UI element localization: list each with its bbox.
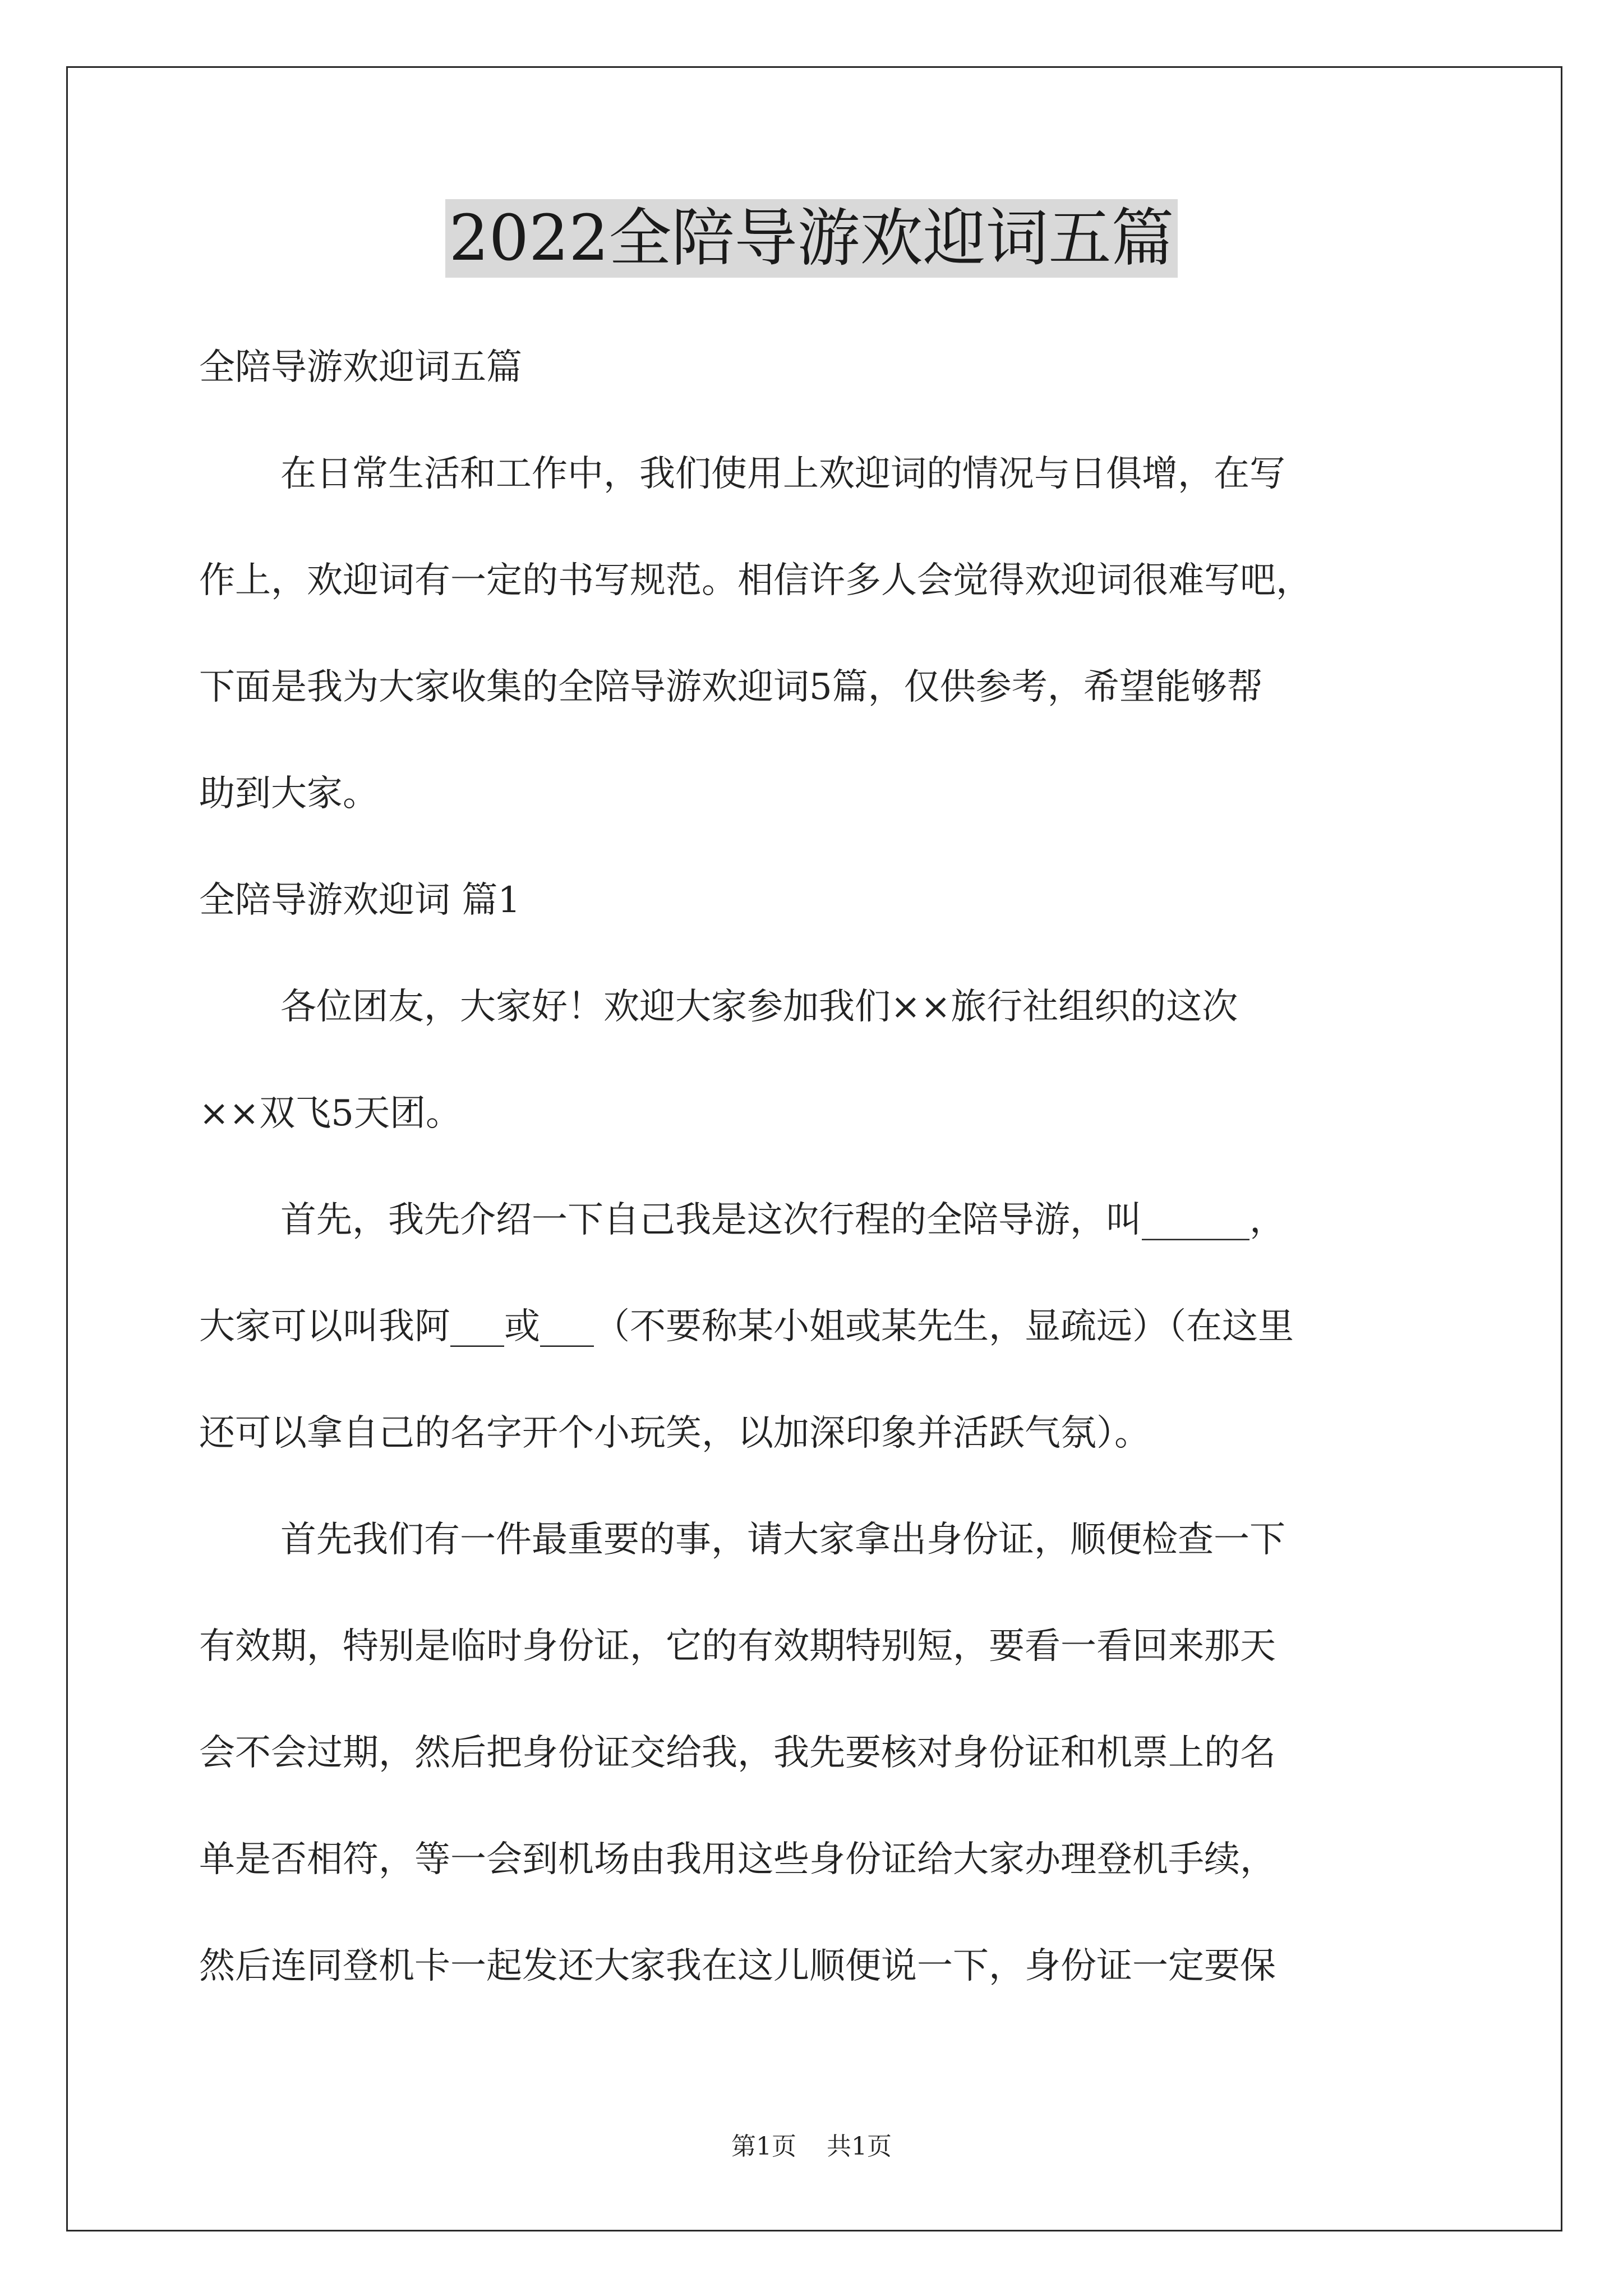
text-line: 会不会过期，然后把身份证交给我，我先要核对身份证和机票上的名	[199, 1732, 1276, 1774]
text-line: 单是否相符，等一会到机场由我用这些身份证给大家办理登机手续，	[199, 1839, 1276, 1880]
text-line: 助到大家。	[199, 773, 379, 815]
text-line: 各位团友，大家好！欢迎大家参加我们××旅行社组织的这次	[280, 986, 1238, 1028]
text-line: 然后连同登机卡一起发还大家我在这儿顺便说一下，身份证一定要保	[199, 1945, 1276, 1987]
text-line: 作上，欢迎词有一定的书写规范。相信许多人会觉得欢迎词很难写吧，	[199, 560, 1312, 601]
text-line: 大家可以叫我阿___或___（不要称某小姐或某先生，显疏远）（在这里	[199, 1306, 1294, 1347]
text-line: 下面是我为大家收集的全陪导游欢迎词5篇，仅供参考，希望能够帮	[199, 666, 1263, 708]
text-line: 全陪导游欢迎词 篇1	[199, 880, 521, 921]
page-number-total: 共1页	[827, 2132, 892, 2161]
text-line: 在日常生活和工作中，我们使用上欢迎词的情况与日俱增，在写	[280, 453, 1285, 495]
text-line: 首先，我先介绍一下自己我是这次行程的全陪导游，叫______，	[280, 1199, 1285, 1241]
document-body	[199, 314, 1430, 2019]
text-line: 有效期，特别是临时身份证，它的有效期特别短，要看一看回来那天	[199, 1626, 1276, 1667]
title-wrap	[0, 199, 1623, 278]
text-line: 全陪导游欢迎词五篇	[199, 347, 522, 388]
document-title: 2022全陪导游欢迎词五篇	[445, 199, 1177, 278]
page-footer	[0, 2126, 1623, 2162]
page-number-current: 第1页	[731, 2132, 796, 2161]
text-line: 首先我们有一件最重要的事，请大家拿出身份证，顺便检查一下	[280, 1519, 1285, 1561]
text-line: 还可以拿自己的名字开个小玩笑，以加深印象并活跃气氛）。	[199, 1412, 1150, 1454]
text-line: ××双飞5天团。	[199, 1093, 462, 1134]
